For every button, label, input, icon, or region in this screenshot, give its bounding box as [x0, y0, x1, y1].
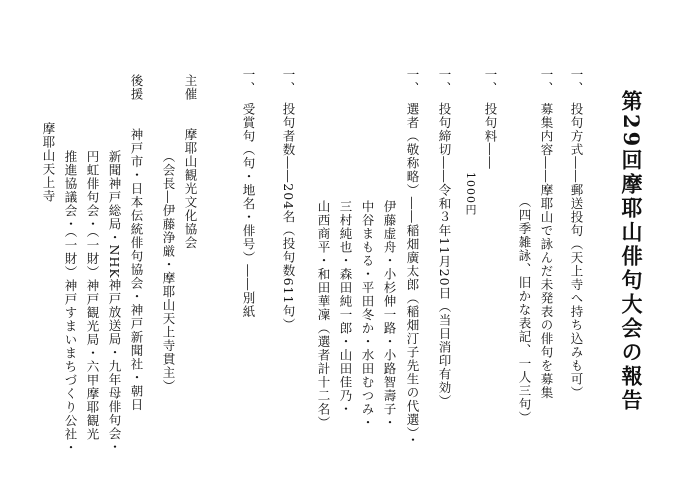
support-line-3: 円虹俳句会・（一財）神戸観光局・六甲摩耶観光: [85, 150, 100, 441]
section-deadline-line-1: 一、 投句締切――令和３年11月20日（当日消印有効）: [437, 68, 452, 409]
section-method-line-1: 一、 投句方式――郵送投句（天上寺へ持ち込みも可）: [569, 68, 584, 400]
organizer-line-2: （会長―伊藤浄厳・摩耶山天上寺貫主）: [161, 150, 176, 393]
organizer-line-1: 主催 摩耶山観光文化協会: [183, 74, 198, 250]
support-line-4: 推進協議会・（一財）神戸すまいまちづくり公社・: [63, 150, 78, 455]
support-line-1: 後援 神戸市・日本伝統俳句協会・神戸新聞社・朝日: [129, 74, 144, 412]
section-count-line-1: 一、 投句者数――204名（投句数611句）: [281, 68, 296, 332]
section-judges-line-5: 山西商平・和田華凜（選者計十二名）: [316, 200, 331, 430]
section-judges-line-3: 中谷まもる・平田冬か・水田むつみ・: [360, 200, 375, 430]
section-fee-line-1: 一、 投句料――: [483, 68, 498, 170]
support-line-2: 新聞神戸総局・NHK神戸放送局・九年母俳句会・: [107, 150, 122, 455]
section-content-line-2: （四季雑詠、旧かな表記、一人三句）: [517, 195, 532, 425]
section-judges-line-2: 伊藤虚舟・小杉伸一路・小路智壽子・: [382, 200, 397, 430]
support-line-5: 摩耶山天上寺: [41, 122, 56, 203]
section-fee-amount: 1000円: [464, 172, 477, 216]
section-winners-line-1: 一、 受賞句（句・地名・俳号）――別紙: [241, 68, 256, 319]
section-judges-line-1: 一、 選者（敬称略）――稲畑廣太郎（稲畑汀子先生の代選）・: [405, 68, 420, 447]
section-judges-line-4: 三村純也・森田純一郎・山田佳乃・: [338, 200, 353, 416]
section-content-line-1: 一、 募集内容――摩耶山で詠んだ未発表の俳句を募集: [539, 68, 554, 400]
page-title: 第29回摩耶山俳句大会の報告: [619, 90, 644, 414]
